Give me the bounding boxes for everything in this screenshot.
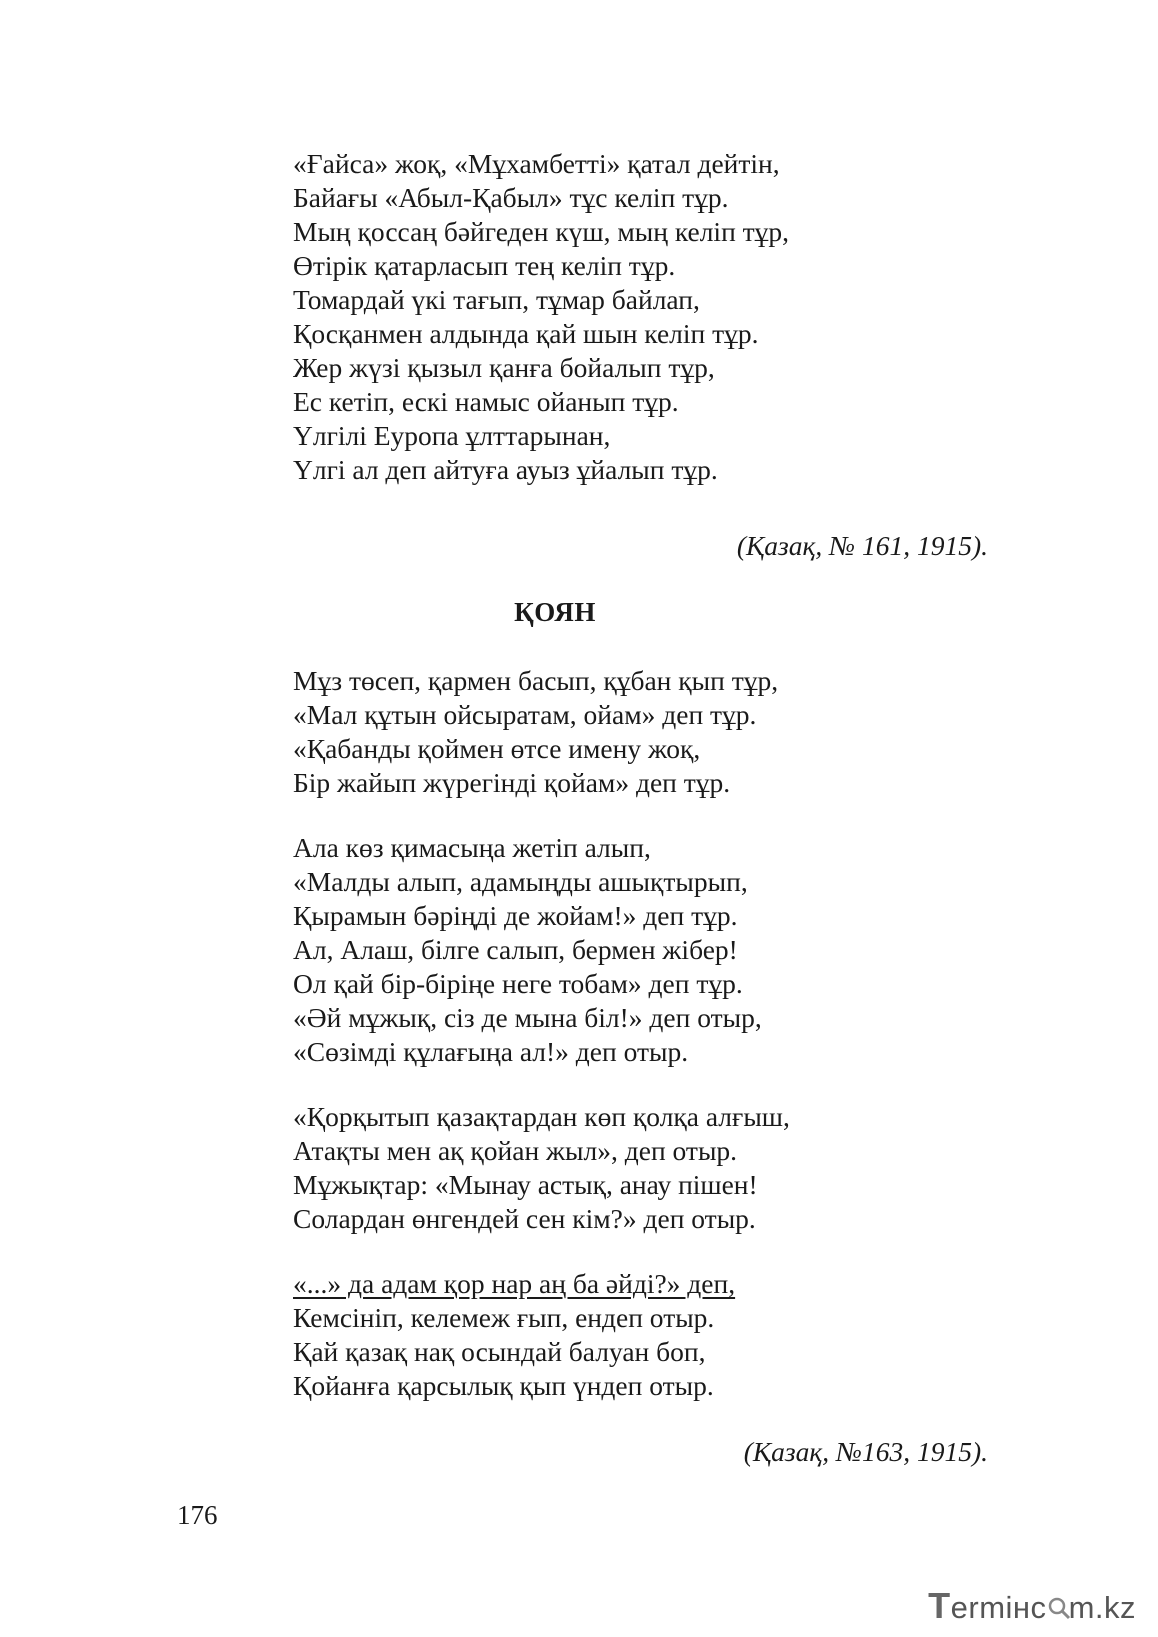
- verse-line: Қосқанмен алдында қай шын келіп тұр.: [293, 318, 759, 349]
- verse-line: Ал, Алаш, білге салып, бермен жібер!: [293, 934, 738, 965]
- verse-line: Томардай үкі тағып, тұмар байлап,: [293, 284, 700, 315]
- poem-2-source: (Қазақ, №163, 1915).: [743, 1436, 988, 1467]
- verse-line: Бір жайып жүрегінді қойам» деп тұр.: [293, 767, 731, 798]
- verse-line: «Мал құтын ойсыратам, ойам» деп тұр.: [293, 699, 757, 730]
- verse-line: Кемсініп, келемеж ғып, ендеп отыр.: [293, 1302, 715, 1333]
- verse-line-underlined: [293, 1267, 790, 1301]
- verse-line: Ес кетіп, ескі намыс ойанып тұр.: [293, 386, 679, 417]
- verse-line: Үлгі ал деп айтуға ауыз ұйалып тұр.: [293, 454, 718, 485]
- verse-line: Қай қазақ нақ осындай балуан боп,: [293, 1336, 706, 1367]
- verse-line: Үлгілі Еуропа ұлттарынан,: [293, 420, 611, 451]
- verse-line: «Қабанды қоймен өтсе имену жоқ,: [293, 733, 701, 764]
- verse-line: Байағы «Абыл-Қабыл» тұс келіп тұр.: [293, 182, 729, 213]
- watermark-text-end: m.kz: [1068, 1590, 1136, 1625]
- verse-line: Солардан өнгендей сен кім?» деп отыр.: [293, 1203, 756, 1234]
- verse-line: «Әй мұжық, сіз де мына біл!» деп отыр,: [293, 1002, 762, 1033]
- poem-2-title: ҚОЯН: [514, 597, 596, 627]
- verse-line: «Сөзімді құлағыңа ал!» деп отыр.: [293, 1036, 689, 1067]
- watermark-logo-letter: T: [928, 1585, 951, 1626]
- page-number: 176: [177, 1500, 218, 1530]
- verse-line: Мұжықтар: «Мынау астық, анау пішен!: [293, 1169, 758, 1200]
- poem-1: [293, 147, 789, 487]
- poem-2: [293, 664, 790, 1403]
- verse-line: Қырамын бәріңді де жойам!» деп тұр.: [293, 900, 738, 931]
- underlined-text: «...» да адам қор нар аң ба әйді?» деп,: [293, 1268, 736, 1299]
- termincom-watermark: [928, 1585, 1136, 1627]
- verse-line: Ол қай бір-біріңе неге тобам» деп тұр.: [293, 968, 743, 999]
- poem-1-source: (Қазақ, № 161, 1915).: [736, 530, 988, 561]
- verse-line: «Ғайса» жоқ, «Мұхамбетті» қатал дейтін,: [293, 148, 780, 179]
- verse-line: Жер жүзі қызыл қанға бойалып тұр,: [293, 352, 715, 383]
- verse-line: «Малды алып, адамыңды ашықтырып,: [293, 866, 748, 897]
- verse-line: Ала көз қимасыңа жетіп алып,: [293, 832, 651, 863]
- verse-line: «Қорқытып қазақтардан көп қолқа алғыш,: [293, 1101, 790, 1132]
- verse-line: Атақты мен ақ қойан жыл», деп отыр.: [293, 1135, 738, 1166]
- verse-line: Өтірік қатарласып тең келіп тұр.: [293, 250, 676, 281]
- verse-line: Мың қоссаң бәйгеден күш, мың келіп тұр,: [293, 216, 790, 247]
- watermark-text-middle: ermінc: [950, 1590, 1047, 1625]
- verse-line: Қойанға қарсылық қып үндеп отыр.: [293, 1370, 714, 1401]
- verse-line: Мұз төсеп, қармен басып, құбан қып тұр,: [293, 665, 779, 696]
